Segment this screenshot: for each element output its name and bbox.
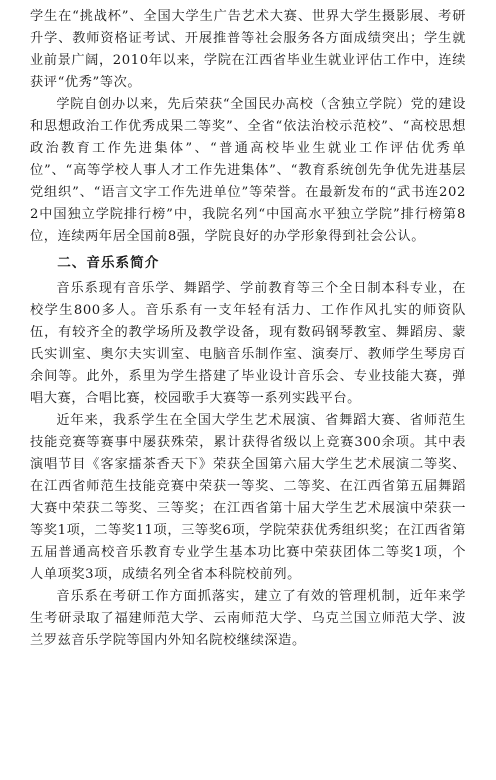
section-heading-music-department: 二、音乐系简介 [57, 255, 160, 271]
paragraph-music-department-awards: 近年来，我系学生在全国大学生艺术展演、省舞蹈大赛、省师范生技能竞赛等赛事中屡获殊荣，累计获得省级以上竞赛300余项。其中表演唱节目《客家擂茶香天下》荣获全国第六届大学生艺术展演二等奖、在江西省师范生技能竞赛中荣获一等奖、二等奖、在江西省第五届舞蹈大赛中荣获二等奖、三等奖；在江西省第十届大学生艺术展演中荣获一等奖1项，二等奖11项，三等奖6项，学院荣获优秀组织奖；在江西省第五届普通高校音乐教育专业学生基本功比赛中荣获团体二等奖1项，个人单项奖3项，成绩名列全省本科院校前列。 [30, 413, 466, 582]
paragraph-music-department-overview: 音乐系现有音乐学、舞蹈学、学前教育等三个全日制本科专业，在校学生800多人。音乐系有一支年轻有活力、工作作风扎实的师资队伍，有较齐全的教学场所及教学设备，现有数码钢琴教室、舞蹈房、蒙氏实训室、奥尔夫实训室、电脑音乐制作室、演奏厅、教师学生琴房百余间等。此外，系里为学生搭建了毕业设计音乐会、专业技能大赛，弹唱大赛，合唱比赛，校园歌手大赛等一系列实践平台。 [30, 281, 466, 406]
paragraph-college-honors: 学院自创办以来，先后荣获“全国民办高校（含独立学院）党的建设和思想政治工作优秀成果二等奖”、全省“依法治校示范校”、“高校思想政治教育工作先进集体”、“普通高校毕业生就业工作评估优秀单位”、“高等学校人事人才工作先进集体”、“教育系统创先争优先进基层党组织”、“语言文字工作先进单位”等荣誉。在最新发布的“武书连2022中国独立学院排行榜”中，我院名列“中国高水平独立学院”排行榜第8位，连续两年居全国前8强，学院良好的办学形象得到社会公认。 [30, 97, 466, 244]
paragraph-student-achievements: 学生在“挑战杯”、全国大学生广告艺术大赛、世界大学生摄影展、考研升学、教师资格证考试、开展推普等社会服务各方面成绩突出；学生就业前景广阔，2010年以来，学院在江西省毕业生就业评估工作中，连续获评“优秀”等次。 [30, 9, 466, 90]
paragraph-music-department-postgraduate: 音乐系在考研工作方面抓落实，建立了有效的管理机制，近年来学生考研录取了福建师范大学、云南师范大学、乌克兰国立师范大学、波兰罗兹音乐学院等国内外知名院校继续深造。 [30, 589, 466, 648]
